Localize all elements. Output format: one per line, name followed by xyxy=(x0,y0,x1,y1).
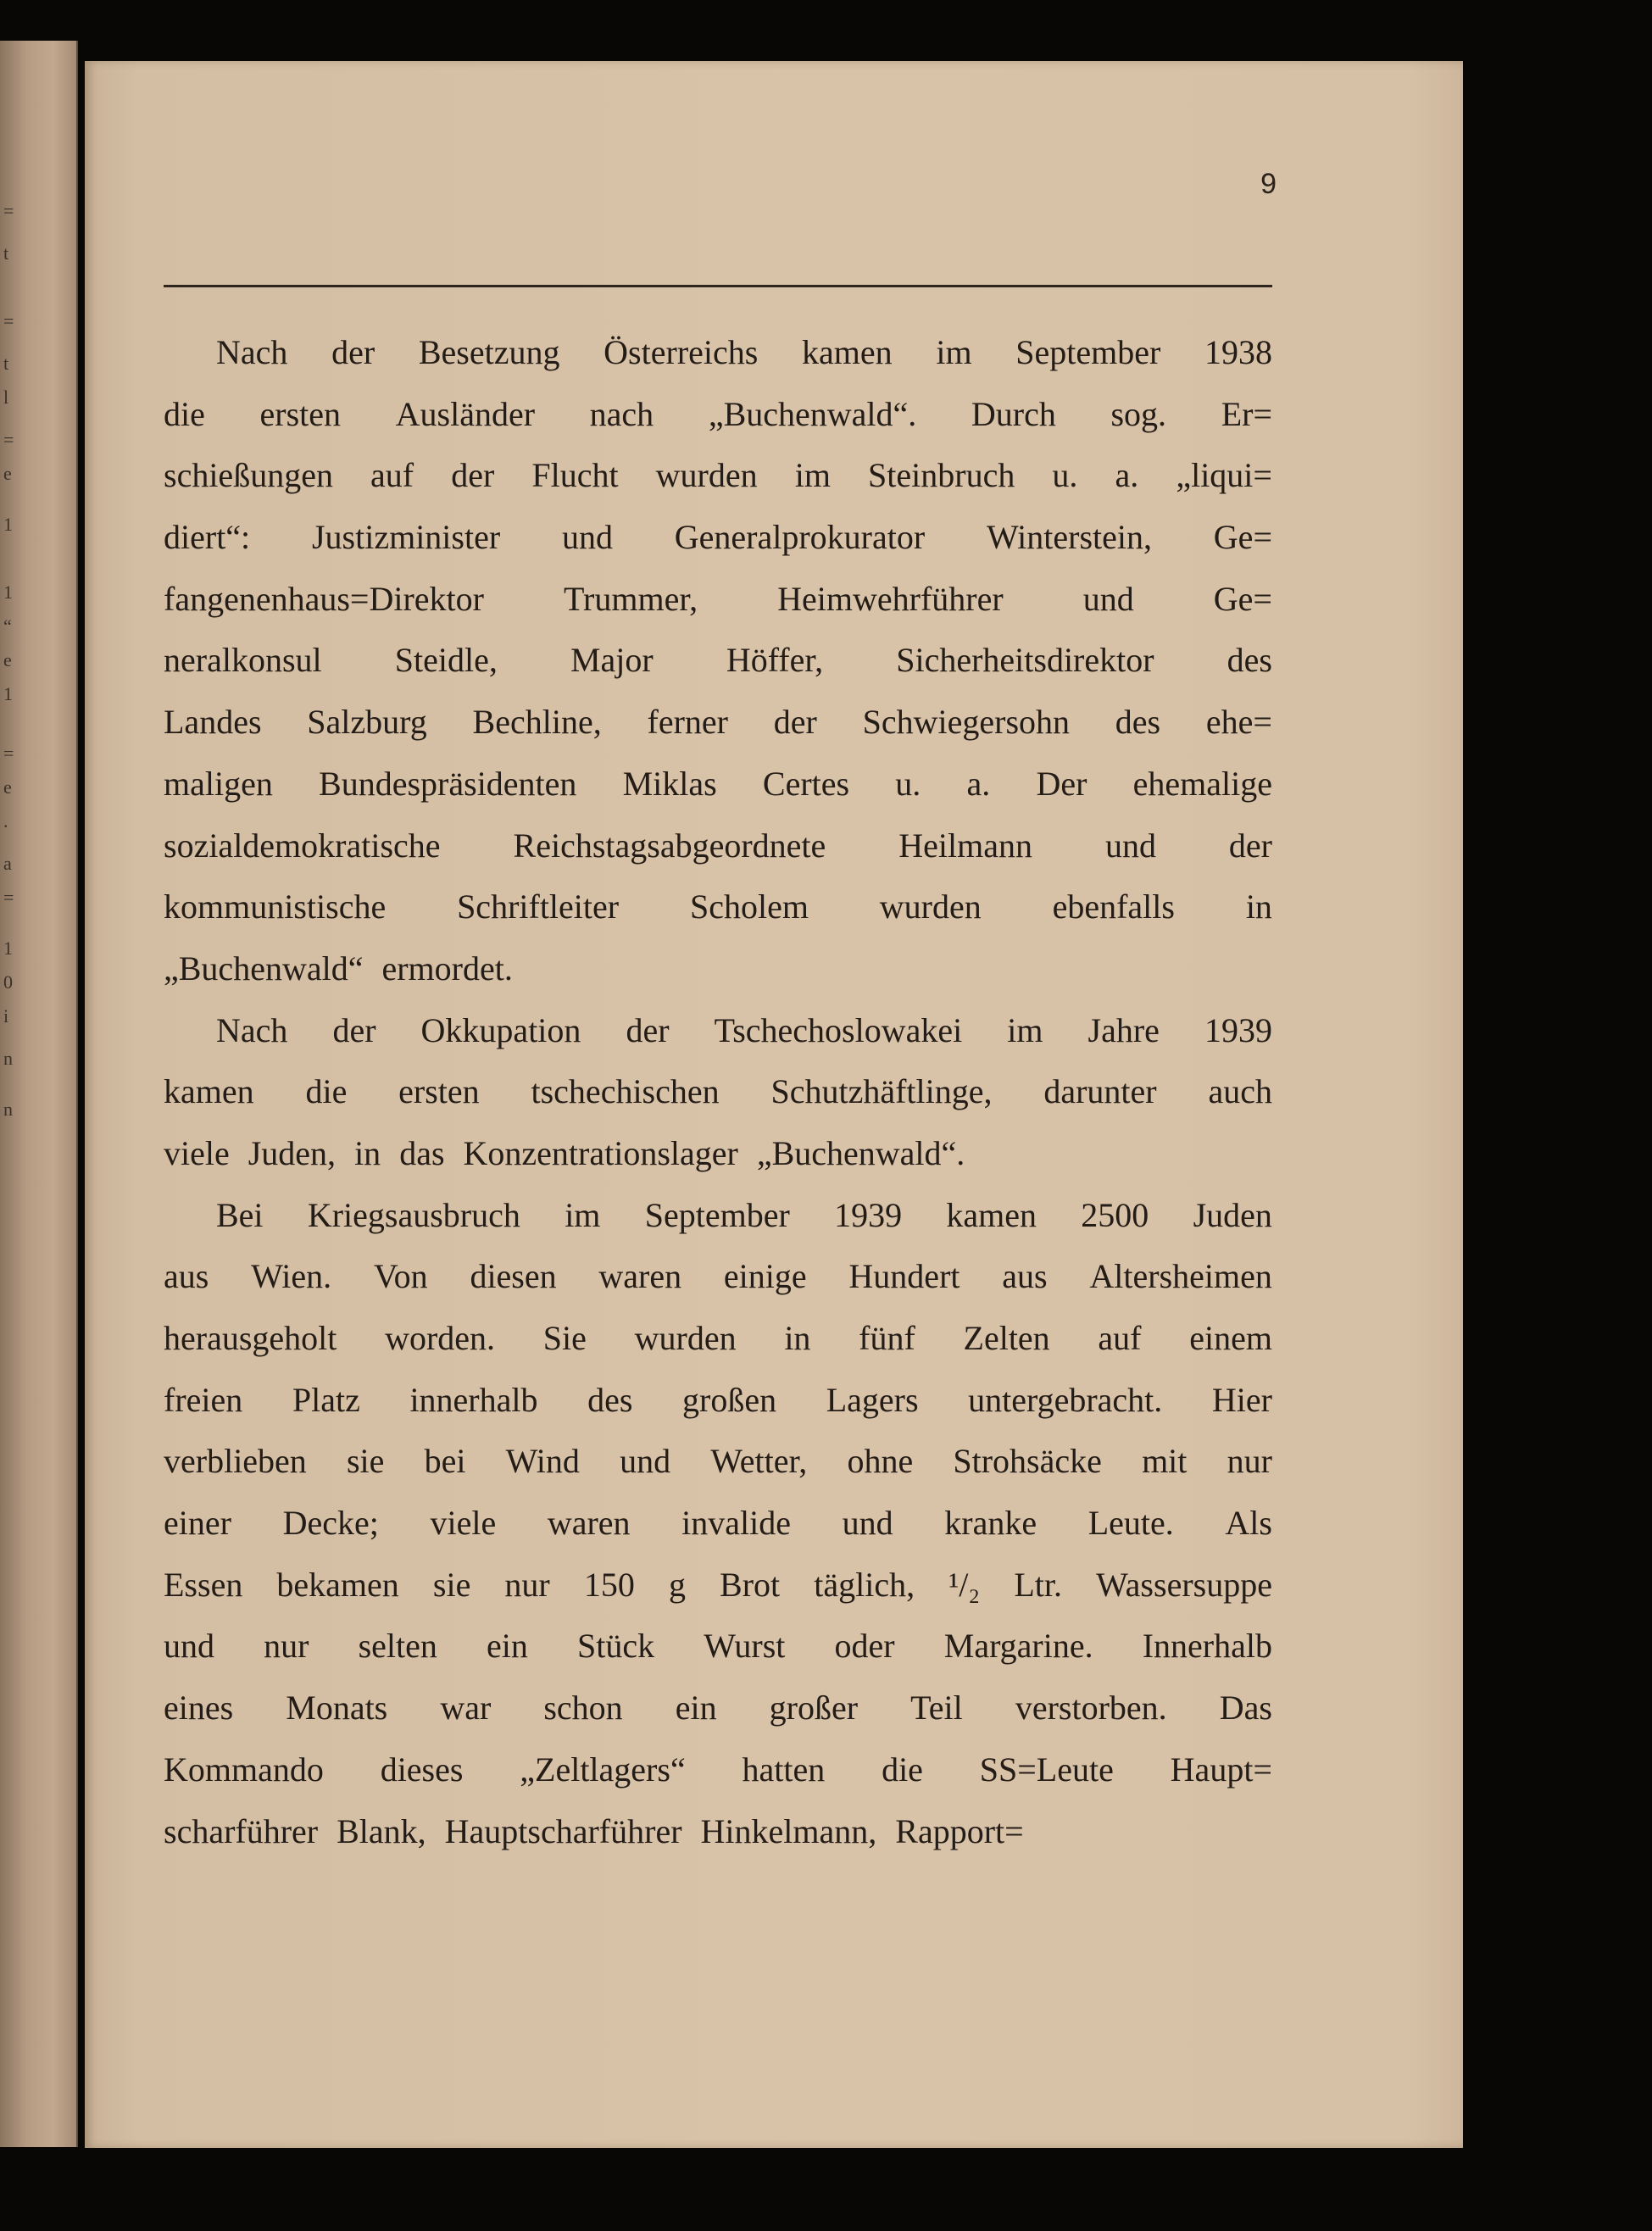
facing-page-fragment: e xyxy=(3,776,12,798)
text-line: Essen bekamen sie nur 150 g Brot täglich, ¹/₂ Ltr. Wassersuppe xyxy=(164,1565,1272,1604)
facing-page-fragment: 1 xyxy=(3,683,13,704)
text-line: viele Juden, in das Konzentrationslager „Buchenwald“. xyxy=(164,1133,965,1172)
facing-page-fragment: = xyxy=(3,200,14,221)
facing-page-edge xyxy=(0,41,78,2147)
facing-page-fragment: i xyxy=(3,1005,9,1026)
text-line: „Buchenwald“ ermordet. xyxy=(164,949,513,988)
text-line: herausgeholt worden. Sie wurden in fünf Zelten auf einem xyxy=(164,1319,1272,1357)
text-line: Nach der Okkupation der Tschechoslowakei im Jahre 1939 xyxy=(216,1010,1272,1049)
facing-page-fragment: 1 xyxy=(3,937,13,959)
facing-page-fragment: “ xyxy=(3,615,12,637)
facing-page-fragment: e xyxy=(3,649,12,670)
facing-page-fragment: = xyxy=(3,310,14,331)
text-line: Nach der Besetzung Österreichs kamen im September 1938 xyxy=(216,333,1272,371)
body-text xyxy=(164,322,1272,1862)
facing-page-fragment: t xyxy=(3,353,9,374)
facing-page-fragment: n xyxy=(3,1048,13,1069)
facing-page-fragment: 1 xyxy=(3,581,13,603)
text-line: kamen die ersten tschechischen Schutzhäftlinge, darunter auch xyxy=(164,1072,1272,1111)
facing-page-fragment: 0 xyxy=(3,971,13,993)
facing-page-fragment: a xyxy=(3,853,12,874)
text-line: sozialdemokratische Reichstagsabgeordnete Heilmann und der xyxy=(164,826,1272,865)
facing-page-fragment: 1 xyxy=(3,514,13,535)
text-line: kommunistische Schriftleiter Scholem wurden ebenfalls in xyxy=(164,887,1272,926)
text-line: fangenenhaus=Direktor Trummer, Heimwehrführer und Ge= xyxy=(164,579,1272,618)
text-line: und nur selten ein Stück Wurst oder Margarine. Innerhalb xyxy=(164,1627,1272,1666)
text-line: diert“: Justizminister und Generalprokurator Winterstein, Ge= xyxy=(164,518,1272,557)
facing-page-fragment: = xyxy=(3,429,14,450)
text-line: einer Decke; viele waren invalide und kranke Leute. Als xyxy=(164,1504,1272,1543)
paragraph xyxy=(164,1185,1272,1863)
text-line: maligen Bundespräsidenten Miklas Certes u. a. Der ehemalige xyxy=(164,764,1272,803)
text-line: eines Monats war schon ein großer Teil verstorben. Das xyxy=(164,1689,1272,1727)
text-line: freien Platz innerhalb des großen Lagers untergebracht. Hier xyxy=(164,1380,1272,1419)
text-line: Bei Kriegsausbruch im September 1939 kamen 2500 Juden xyxy=(216,1195,1272,1234)
paragraph xyxy=(164,322,1272,1000)
facing-page-fragment: . xyxy=(3,810,8,832)
text-line: scharführer Blank, Hauptscharführer Hinkelmann, Rapport= xyxy=(164,1811,1024,1850)
text-line: Kommando dieses „Zeltlagers“ hatten die SS=Leute Haupt= xyxy=(164,1750,1272,1789)
text-line: verblieben sie bei Wind und Wetter, ohne Strohsäcke mit nur xyxy=(164,1442,1272,1481)
facing-page-fragment: t xyxy=(3,242,9,264)
page-number: 9 xyxy=(1260,168,1277,200)
text-line: die ersten Ausländer nach „Buchenwald“. Durch sog. Er= xyxy=(164,394,1272,433)
facing-page-fragment: e xyxy=(3,463,12,484)
facing-page-fragment: l xyxy=(3,387,9,408)
text-line: Landes Salzburg Bechline, ferner der Schwiegersohn des ehe= xyxy=(164,703,1272,742)
facing-page-fragment: n xyxy=(3,1099,13,1120)
text-line: neralkonsul Steidle, Major Höffer, Sicherheitsdirektor des xyxy=(164,641,1272,680)
facing-page-fragment: = xyxy=(3,887,14,908)
text-line: aus Wien. Von diesen waren einige Hundert aus Altersheimen xyxy=(164,1257,1272,1296)
facing-page-fragment: = xyxy=(3,743,14,764)
paragraph xyxy=(164,1000,1272,1185)
text-line: schießungen auf der Flucht wurden im Steinbruch u. a. „liqui= xyxy=(164,456,1272,495)
header-rule xyxy=(164,285,1272,287)
